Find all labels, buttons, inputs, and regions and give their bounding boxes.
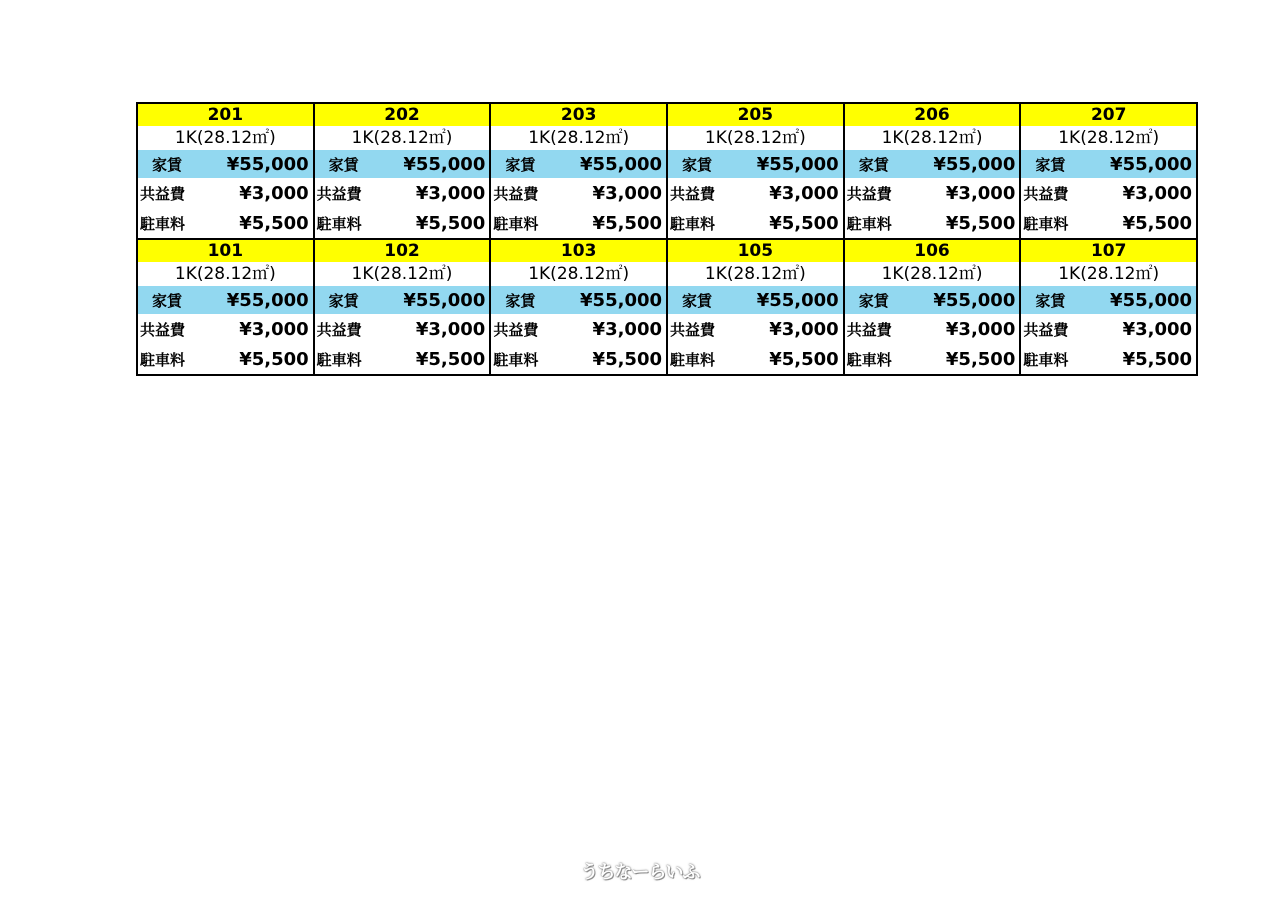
site-watermark: うちなーらいふ xyxy=(580,862,700,883)
rent-value: ¥55,000 xyxy=(226,153,309,175)
parking-row xyxy=(491,208,666,238)
unit-price-table xyxy=(136,102,1198,376)
rent-label: 家賃 xyxy=(505,155,536,174)
rent-row xyxy=(138,286,313,314)
rent-label: 家賃 xyxy=(682,291,713,310)
common-fee-value: ¥3,000 xyxy=(769,182,839,204)
rent-label: 家賃 xyxy=(505,291,536,310)
unit-block xyxy=(845,238,1022,374)
unit-block xyxy=(668,104,845,238)
unit-layout: 1K(28.12㎡) xyxy=(668,262,843,286)
parking-row xyxy=(491,344,666,374)
parking-row xyxy=(1021,344,1196,374)
unit-block xyxy=(138,238,315,374)
rent-label: 家賃 xyxy=(328,291,359,310)
rent-row xyxy=(491,286,666,314)
unit-number: 102 xyxy=(315,240,490,262)
common-fee-label: 共益費 xyxy=(493,184,539,203)
unit-block xyxy=(315,104,492,238)
common-fee-row xyxy=(491,178,666,208)
rent-value: ¥55,000 xyxy=(226,289,309,311)
rent-value: ¥55,000 xyxy=(403,289,486,311)
common-fee-value: ¥3,000 xyxy=(592,318,663,340)
common-fee-label: 共益費 xyxy=(1023,320,1069,339)
rent-value: ¥55,000 xyxy=(756,289,839,311)
rent-value: ¥55,000 xyxy=(756,153,839,175)
common-fee-label: 共益費 xyxy=(140,320,186,339)
unit-number: 105 xyxy=(668,240,843,262)
rent-row xyxy=(315,150,490,178)
rent-label: 家賃 xyxy=(152,291,183,310)
unit-layout: 1K(28.12㎡) xyxy=(491,262,666,286)
unit-number: 207 xyxy=(1021,104,1196,126)
floor-row-1 xyxy=(138,238,1196,374)
common-fee-value: ¥3,000 xyxy=(1122,182,1193,204)
parking-value: ¥5,500 xyxy=(1122,212,1193,234)
rent-label: 家賃 xyxy=(1035,291,1066,310)
common-fee-row xyxy=(491,314,666,344)
unit-layout: 1K(28.12㎡) xyxy=(138,262,313,286)
parking-value: ¥5,500 xyxy=(769,212,839,234)
parking-label: 駐車料 xyxy=(316,214,362,233)
common-fee-label: 共益費 xyxy=(493,320,539,339)
unit-layout: 1K(28.12㎡) xyxy=(845,262,1020,286)
unit-number: 203 xyxy=(491,104,666,126)
parking-row xyxy=(845,344,1020,374)
common-fee-value: ¥3,000 xyxy=(1122,318,1193,340)
parking-value: ¥5,500 xyxy=(592,348,663,370)
common-fee-label: 共益費 xyxy=(670,184,716,203)
unit-layout: 1K(28.12㎡) xyxy=(668,126,843,150)
common-fee-label: 共益費 xyxy=(846,184,892,203)
common-fee-value: ¥3,000 xyxy=(769,318,839,340)
rent-value: ¥55,000 xyxy=(933,289,1016,311)
parking-label: 駐車料 xyxy=(1023,350,1069,369)
parking-label: 駐車料 xyxy=(493,350,539,369)
floor-row-2 xyxy=(138,104,1196,238)
common-fee-row xyxy=(138,178,313,208)
common-fee-value: ¥3,000 xyxy=(945,182,1016,204)
unit-number: 206 xyxy=(845,104,1020,126)
unit-block xyxy=(845,104,1022,238)
parking-label: 駐車料 xyxy=(846,350,892,369)
rent-row xyxy=(845,286,1020,314)
rent-label: 家賃 xyxy=(858,291,889,310)
rent-value: ¥55,000 xyxy=(580,153,663,175)
common-fee-value: ¥3,000 xyxy=(415,182,486,204)
rent-value: ¥55,000 xyxy=(580,289,663,311)
parking-label: 駐車料 xyxy=(670,350,716,369)
rent-label: 家賃 xyxy=(682,155,713,174)
rent-label: 家賃 xyxy=(328,155,359,174)
common-fee-label: 共益費 xyxy=(140,184,186,203)
common-fee-value: ¥3,000 xyxy=(592,182,663,204)
parking-label: 駐車料 xyxy=(493,214,539,233)
unit-number: 201 xyxy=(138,104,313,126)
common-fee-value: ¥3,000 xyxy=(945,318,1016,340)
common-fee-label: 共益費 xyxy=(1023,184,1069,203)
common-fee-row xyxy=(668,314,843,344)
rent-label: 家賃 xyxy=(1035,155,1066,174)
parking-label: 駐車料 xyxy=(316,350,362,369)
common-fee-label: 共益費 xyxy=(316,184,362,203)
rent-row xyxy=(1021,286,1196,314)
parking-row xyxy=(315,344,490,374)
parking-value: ¥5,500 xyxy=(945,212,1016,234)
common-fee-row xyxy=(315,314,490,344)
parking-value: ¥5,500 xyxy=(769,348,839,370)
rent-row xyxy=(668,286,843,314)
common-fee-row xyxy=(845,314,1020,344)
rent-value: ¥55,000 xyxy=(403,153,486,175)
parking-row xyxy=(315,208,490,238)
unit-layout: 1K(28.12㎡) xyxy=(845,126,1020,150)
parking-value: ¥5,500 xyxy=(415,212,486,234)
unit-number: 107 xyxy=(1021,240,1196,262)
unit-number: 103 xyxy=(491,240,666,262)
parking-value: ¥5,500 xyxy=(239,348,309,370)
rent-value: ¥55,000 xyxy=(1110,153,1193,175)
parking-label: 駐車料 xyxy=(140,214,186,233)
parking-row xyxy=(668,344,843,374)
parking-value: ¥5,500 xyxy=(415,348,486,370)
unit-block xyxy=(491,238,668,374)
common-fee-row xyxy=(1021,314,1196,344)
rent-row xyxy=(845,150,1020,178)
unit-block xyxy=(138,104,315,238)
common-fee-value: ¥3,000 xyxy=(415,318,486,340)
common-fee-row xyxy=(845,178,1020,208)
common-fee-value: ¥3,000 xyxy=(239,182,309,204)
unit-block xyxy=(315,238,492,374)
unit-layout: 1K(28.12㎡) xyxy=(1021,126,1196,150)
common-fee-label: 共益費 xyxy=(846,320,892,339)
parking-row xyxy=(138,344,313,374)
parking-row xyxy=(845,208,1020,238)
common-fee-label: 共益費 xyxy=(670,320,716,339)
unit-number: 205 xyxy=(668,104,843,126)
common-fee-row xyxy=(315,178,490,208)
common-fee-row xyxy=(138,314,313,344)
unit-layout: 1K(28.12㎡) xyxy=(138,126,313,150)
unit-block xyxy=(491,104,668,238)
parking-label: 駐車料 xyxy=(140,350,186,369)
unit-block xyxy=(1021,104,1196,238)
parking-label: 駐車料 xyxy=(670,214,716,233)
common-fee-label: 共益費 xyxy=(316,320,362,339)
common-fee-row xyxy=(668,178,843,208)
unit-block xyxy=(1021,238,1196,374)
parking-row xyxy=(1021,208,1196,238)
rent-row xyxy=(668,150,843,178)
rent-label: 家賃 xyxy=(858,155,889,174)
parking-label: 駐車料 xyxy=(1023,214,1069,233)
unit-layout: 1K(28.12㎡) xyxy=(491,126,666,150)
unit-number: 202 xyxy=(315,104,490,126)
rent-label: 家賃 xyxy=(152,155,183,174)
parking-label: 駐車料 xyxy=(846,214,892,233)
parking-row xyxy=(668,208,843,238)
parking-value: ¥5,500 xyxy=(1122,348,1193,370)
rent-row xyxy=(1021,150,1196,178)
unit-layout: 1K(28.12㎡) xyxy=(315,126,490,150)
rent-row xyxy=(491,150,666,178)
common-fee-row xyxy=(1021,178,1196,208)
rent-value: ¥55,000 xyxy=(933,153,1016,175)
rent-row xyxy=(138,150,313,178)
rent-row xyxy=(315,286,490,314)
parking-value: ¥5,500 xyxy=(945,348,1016,370)
parking-value: ¥5,500 xyxy=(239,212,309,234)
unit-number: 106 xyxy=(845,240,1020,262)
unit-layout: 1K(28.12㎡) xyxy=(315,262,490,286)
unit-layout: 1K(28.12㎡) xyxy=(1021,262,1196,286)
parking-row xyxy=(138,208,313,238)
common-fee-value: ¥3,000 xyxy=(239,318,309,340)
unit-number: 101 xyxy=(138,240,313,262)
unit-block xyxy=(668,238,845,374)
rent-value: ¥55,000 xyxy=(1110,289,1193,311)
parking-value: ¥5,500 xyxy=(592,212,663,234)
